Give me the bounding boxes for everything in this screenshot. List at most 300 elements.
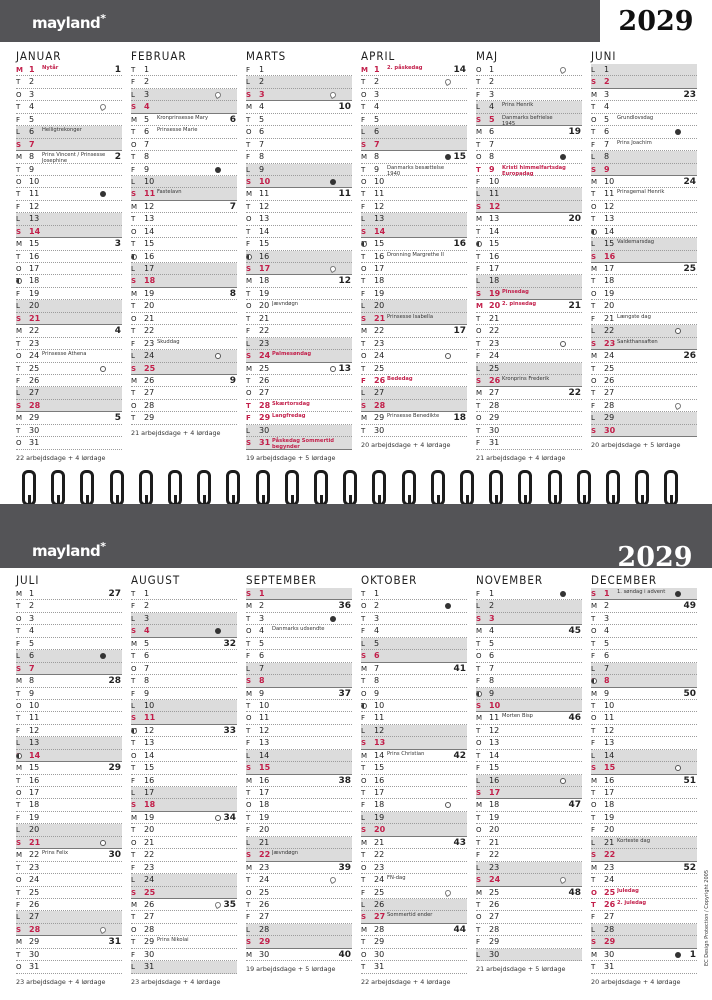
day-row[interactable] (476, 924, 582, 936)
day-row[interactable] (361, 750, 467, 762)
day-row[interactable] (16, 101, 122, 113)
day-row[interactable] (361, 862, 467, 874)
day-row[interactable] (246, 737, 352, 749)
day-row[interactable] (131, 251, 237, 263)
day-row[interactable] (476, 201, 582, 213)
day-row[interactable] (591, 712, 697, 724)
day-row[interactable] (16, 76, 122, 88)
day-row[interactable] (361, 837, 467, 849)
day-row[interactable] (591, 750, 697, 762)
day-row[interactable] (16, 725, 122, 737)
day-row[interactable] (246, 849, 352, 861)
day-row[interactable] (131, 139, 237, 151)
day-row[interactable] (246, 600, 352, 612)
day-row[interactable] (131, 89, 237, 101)
day-row[interactable] (476, 911, 582, 923)
day-row[interactable] (16, 313, 122, 325)
day-row[interactable] (361, 176, 467, 188)
day-row[interactable] (591, 275, 697, 287)
day-row[interactable] (246, 775, 352, 787)
day-row[interactable] (591, 325, 697, 337)
day-row[interactable] (476, 775, 582, 787)
day-row[interactable] (16, 837, 122, 849)
day-row[interactable] (591, 151, 697, 163)
day-row[interactable] (131, 600, 237, 612)
day-row[interactable] (246, 288, 352, 300)
day-row[interactable] (361, 762, 467, 774)
day-row[interactable] (476, 837, 582, 849)
day-row[interactable] (476, 688, 582, 700)
day-row[interactable] (16, 887, 122, 899)
day-row[interactable] (131, 737, 237, 749)
day-row[interactable] (476, 64, 582, 76)
day-row[interactable] (131, 188, 237, 200)
day-row[interactable] (131, 387, 237, 399)
day-row[interactable] (246, 275, 352, 287)
day-row[interactable] (246, 251, 352, 263)
day-row[interactable] (361, 350, 467, 362)
day-row[interactable] (16, 712, 122, 724)
day-row[interactable] (16, 425, 122, 437)
day-row[interactable] (591, 313, 697, 325)
day-row[interactable] (361, 949, 467, 961)
day-row[interactable] (246, 887, 352, 899)
day-row[interactable] (131, 64, 237, 76)
day-row[interactable] (591, 238, 697, 250)
day-row[interactable] (16, 288, 122, 300)
day-row[interactable] (131, 650, 237, 662)
day-row[interactable] (131, 663, 237, 675)
day-row[interactable] (246, 874, 352, 886)
day-row[interactable] (131, 936, 237, 948)
day-row[interactable] (16, 787, 122, 799)
day-row[interactable] (476, 588, 582, 600)
day-row[interactable] (16, 89, 122, 101)
day-row[interactable] (361, 263, 467, 275)
day-row[interactable] (361, 412, 467, 424)
day-row[interactable] (591, 874, 697, 886)
day-row[interactable] (246, 437, 352, 449)
day-row[interactable] (591, 201, 697, 213)
day-row[interactable] (591, 737, 697, 749)
day-row[interactable] (476, 412, 582, 424)
day-row[interactable] (476, 750, 582, 762)
day-row[interactable] (591, 412, 697, 424)
day-row[interactable] (476, 176, 582, 188)
day-row[interactable] (591, 213, 697, 225)
day-row[interactable] (591, 688, 697, 700)
day-row[interactable] (361, 700, 467, 712)
day-row[interactable] (591, 101, 697, 113)
day-row[interactable] (476, 164, 582, 176)
day-row[interactable] (591, 936, 697, 948)
day-row[interactable] (476, 251, 582, 263)
day-row[interactable] (131, 750, 237, 762)
day-row[interactable] (476, 437, 582, 449)
day-row[interactable] (246, 89, 352, 101)
day-row[interactable] (16, 799, 122, 811)
day-row[interactable] (246, 387, 352, 399)
day-row[interactable] (131, 874, 237, 886)
day-row[interactable] (131, 824, 237, 836)
day-row[interactable] (361, 425, 467, 437)
day-row[interactable] (476, 600, 582, 612)
day-row[interactable] (131, 762, 237, 774)
day-row[interactable] (131, 126, 237, 138)
day-row[interactable] (476, 737, 582, 749)
day-row[interactable] (246, 64, 352, 76)
day-row[interactable] (361, 76, 467, 88)
day-row[interactable] (476, 238, 582, 250)
day-row[interactable] (131, 101, 237, 113)
day-row[interactable] (131, 588, 237, 600)
day-row[interactable] (246, 350, 352, 362)
day-row[interactable] (361, 787, 467, 799)
day-row[interactable] (16, 600, 122, 612)
day-row[interactable] (131, 226, 237, 238)
day-row[interactable] (591, 139, 697, 151)
day-row[interactable] (361, 625, 467, 637)
day-row[interactable] (246, 663, 352, 675)
day-row[interactable] (476, 151, 582, 163)
day-row[interactable] (16, 164, 122, 176)
day-row[interactable] (16, 588, 122, 600)
day-row[interactable] (131, 350, 237, 362)
day-row[interactable] (246, 824, 352, 836)
day-row[interactable] (591, 824, 697, 836)
day-row[interactable] (246, 675, 352, 687)
day-row[interactable] (361, 275, 467, 287)
day-row[interactable] (131, 887, 237, 899)
day-row[interactable] (361, 688, 467, 700)
day-row[interactable] (131, 924, 237, 936)
day-row[interactable] (361, 961, 467, 973)
day-row[interactable] (16, 238, 122, 250)
day-row[interactable] (591, 887, 697, 899)
day-row[interactable] (361, 737, 467, 749)
day-row[interactable] (131, 275, 237, 287)
day-row[interactable] (16, 936, 122, 948)
day-row[interactable] (131, 812, 237, 824)
day-row[interactable] (131, 899, 237, 911)
day-row[interactable] (591, 949, 697, 961)
day-row[interactable] (361, 675, 467, 687)
day-row[interactable] (361, 799, 467, 811)
day-row[interactable] (246, 400, 352, 412)
day-row[interactable] (476, 288, 582, 300)
day-row[interactable] (131, 638, 237, 650)
day-row[interactable] (16, 263, 122, 275)
day-row[interactable] (131, 176, 237, 188)
day-row[interactable] (476, 387, 582, 399)
day-row[interactable] (246, 725, 352, 737)
day-row[interactable] (476, 363, 582, 375)
day-row[interactable] (16, 338, 122, 350)
day-row[interactable] (591, 588, 697, 600)
day-row[interactable] (476, 762, 582, 774)
day-row[interactable] (246, 139, 352, 151)
day-row[interactable] (476, 638, 582, 650)
day-row[interactable] (591, 638, 697, 650)
day-row[interactable] (246, 650, 352, 662)
day-row[interactable] (591, 775, 697, 787)
day-row[interactable] (246, 625, 352, 637)
day-row[interactable] (476, 824, 582, 836)
day-row[interactable] (476, 936, 582, 948)
day-row[interactable] (476, 725, 582, 737)
day-row[interactable] (16, 812, 122, 824)
day-row[interactable] (591, 350, 697, 362)
day-row[interactable] (361, 613, 467, 625)
day-row[interactable] (591, 338, 697, 350)
day-row[interactable] (476, 275, 582, 287)
day-row[interactable] (131, 288, 237, 300)
day-row[interactable] (476, 325, 582, 337)
day-row[interactable] (476, 101, 582, 113)
day-row[interactable] (16, 350, 122, 362)
day-row[interactable] (591, 849, 697, 861)
day-row[interactable] (16, 862, 122, 874)
day-row[interactable] (476, 213, 582, 225)
day-row[interactable] (591, 600, 697, 612)
day-row[interactable] (476, 849, 582, 861)
day-row[interactable] (476, 350, 582, 362)
day-row[interactable] (16, 251, 122, 263)
day-row[interactable] (591, 425, 697, 437)
day-row[interactable] (16, 675, 122, 687)
day-row[interactable] (591, 89, 697, 101)
day-row[interactable] (591, 663, 697, 675)
day-row[interactable] (591, 812, 697, 824)
day-row[interactable] (246, 812, 352, 824)
day-row[interactable] (476, 76, 582, 88)
day-row[interactable] (591, 114, 697, 126)
day-row[interactable] (246, 300, 352, 312)
day-row[interactable] (361, 338, 467, 350)
day-row[interactable] (246, 325, 352, 337)
day-row[interactable] (591, 961, 697, 973)
day-row[interactable] (131, 263, 237, 275)
day-row[interactable] (131, 412, 237, 424)
day-row[interactable] (131, 725, 237, 737)
day-row[interactable] (361, 812, 467, 824)
day-row[interactable] (131, 688, 237, 700)
day-row[interactable] (361, 313, 467, 325)
day-row[interactable] (361, 64, 467, 76)
day-row[interactable] (361, 712, 467, 724)
day-row[interactable] (16, 213, 122, 225)
day-row[interactable] (131, 675, 237, 687)
day-row[interactable] (361, 89, 467, 101)
day-row[interactable] (591, 188, 697, 200)
day-row[interactable] (16, 325, 122, 337)
day-row[interactable] (16, 638, 122, 650)
day-row[interactable] (361, 201, 467, 213)
day-row[interactable] (591, 787, 697, 799)
day-row[interactable] (16, 126, 122, 138)
day-row[interactable] (591, 176, 697, 188)
day-row[interactable] (361, 663, 467, 675)
day-row[interactable] (246, 114, 352, 126)
day-row[interactable] (16, 874, 122, 886)
day-row[interactable] (16, 275, 122, 287)
day-row[interactable] (246, 762, 352, 774)
day-row[interactable] (16, 387, 122, 399)
day-row[interactable] (476, 874, 582, 886)
day-row[interactable] (246, 588, 352, 600)
day-row[interactable] (476, 613, 582, 625)
day-row[interactable] (361, 139, 467, 151)
day-row[interactable] (591, 164, 697, 176)
day-row[interactable] (16, 824, 122, 836)
day-row[interactable] (591, 700, 697, 712)
day-row[interactable] (591, 625, 697, 637)
day-row[interactable] (131, 625, 237, 637)
day-row[interactable] (131, 849, 237, 861)
day-row[interactable] (131, 961, 237, 973)
day-row[interactable] (591, 899, 697, 911)
day-row[interactable] (246, 425, 352, 437)
day-row[interactable] (246, 638, 352, 650)
day-row[interactable] (591, 375, 697, 387)
day-row[interactable] (131, 76, 237, 88)
day-row[interactable] (16, 412, 122, 424)
day-row[interactable] (131, 613, 237, 625)
day-row[interactable] (476, 126, 582, 138)
day-row[interactable] (361, 824, 467, 836)
day-row[interactable] (131, 325, 237, 337)
day-row[interactable] (16, 64, 122, 76)
day-row[interactable] (591, 613, 697, 625)
day-row[interactable] (476, 263, 582, 275)
day-row[interactable] (591, 862, 697, 874)
day-row[interactable] (361, 849, 467, 861)
day-row[interactable] (246, 613, 352, 625)
day-row[interactable] (246, 101, 352, 113)
day-row[interactable] (246, 700, 352, 712)
day-row[interactable] (476, 89, 582, 101)
day-row[interactable] (591, 263, 697, 275)
day-row[interactable] (16, 762, 122, 774)
day-row[interactable] (246, 263, 352, 275)
day-row[interactable] (246, 188, 352, 200)
day-row[interactable] (361, 899, 467, 911)
day-row[interactable] (131, 114, 237, 126)
day-row[interactable] (361, 126, 467, 138)
day-row[interactable] (246, 750, 352, 762)
day-row[interactable] (131, 799, 237, 811)
day-row[interactable] (361, 164, 467, 176)
day-row[interactable] (361, 387, 467, 399)
day-row[interactable] (131, 201, 237, 213)
day-row[interactable] (246, 688, 352, 700)
day-row[interactable] (361, 151, 467, 163)
day-row[interactable] (361, 588, 467, 600)
day-row[interactable] (16, 737, 122, 749)
day-row[interactable] (476, 949, 582, 961)
day-row[interactable] (16, 775, 122, 787)
day-row[interactable] (131, 911, 237, 923)
day-row[interactable] (131, 862, 237, 874)
day-row[interactable] (591, 762, 697, 774)
day-row[interactable] (16, 700, 122, 712)
day-row[interactable] (591, 226, 697, 238)
day-row[interactable] (246, 412, 352, 424)
day-row[interactable] (246, 226, 352, 238)
day-row[interactable] (591, 387, 697, 399)
day-row[interactable] (246, 213, 352, 225)
day-row[interactable] (361, 363, 467, 375)
day-row[interactable] (16, 201, 122, 213)
day-row[interactable] (591, 650, 697, 662)
day-row[interactable] (361, 887, 467, 899)
day-row[interactable] (16, 961, 122, 973)
day-row[interactable] (361, 238, 467, 250)
day-row[interactable] (361, 400, 467, 412)
day-row[interactable] (361, 114, 467, 126)
day-row[interactable] (591, 76, 697, 88)
day-row[interactable] (131, 949, 237, 961)
day-row[interactable] (131, 151, 237, 163)
day-row[interactable] (361, 638, 467, 650)
day-row[interactable] (246, 799, 352, 811)
day-row[interactable] (246, 712, 352, 724)
day-row[interactable] (131, 400, 237, 412)
day-row[interactable] (246, 176, 352, 188)
day-row[interactable] (131, 712, 237, 724)
day-row[interactable] (246, 949, 352, 961)
day-row[interactable] (131, 338, 237, 350)
day-row[interactable] (361, 300, 467, 312)
day-row[interactable] (246, 164, 352, 176)
day-row[interactable] (16, 613, 122, 625)
day-row[interactable] (16, 226, 122, 238)
day-row[interactable] (246, 313, 352, 325)
day-row[interactable] (476, 313, 582, 325)
day-row[interactable] (16, 924, 122, 936)
day-row[interactable] (16, 188, 122, 200)
day-row[interactable] (361, 874, 467, 886)
day-row[interactable] (476, 375, 582, 387)
day-row[interactable] (131, 837, 237, 849)
day-row[interactable] (476, 712, 582, 724)
day-row[interactable] (476, 799, 582, 811)
day-row[interactable] (16, 437, 122, 449)
day-row[interactable] (476, 899, 582, 911)
day-row[interactable] (131, 164, 237, 176)
day-row[interactable] (246, 924, 352, 936)
day-row[interactable] (476, 700, 582, 712)
day-row[interactable] (16, 176, 122, 188)
day-row[interactable] (361, 213, 467, 225)
day-row[interactable] (16, 899, 122, 911)
day-row[interactable] (591, 799, 697, 811)
day-row[interactable] (361, 251, 467, 263)
day-row[interactable] (361, 725, 467, 737)
day-row[interactable] (16, 375, 122, 387)
day-row[interactable] (131, 213, 237, 225)
day-row[interactable] (591, 924, 697, 936)
day-row[interactable] (246, 862, 352, 874)
day-row[interactable] (16, 400, 122, 412)
day-row[interactable] (476, 226, 582, 238)
day-row[interactable] (361, 226, 467, 238)
day-row[interactable] (246, 936, 352, 948)
day-row[interactable] (246, 238, 352, 250)
day-row[interactable] (476, 188, 582, 200)
day-row[interactable] (476, 787, 582, 799)
day-row[interactable] (591, 911, 697, 923)
